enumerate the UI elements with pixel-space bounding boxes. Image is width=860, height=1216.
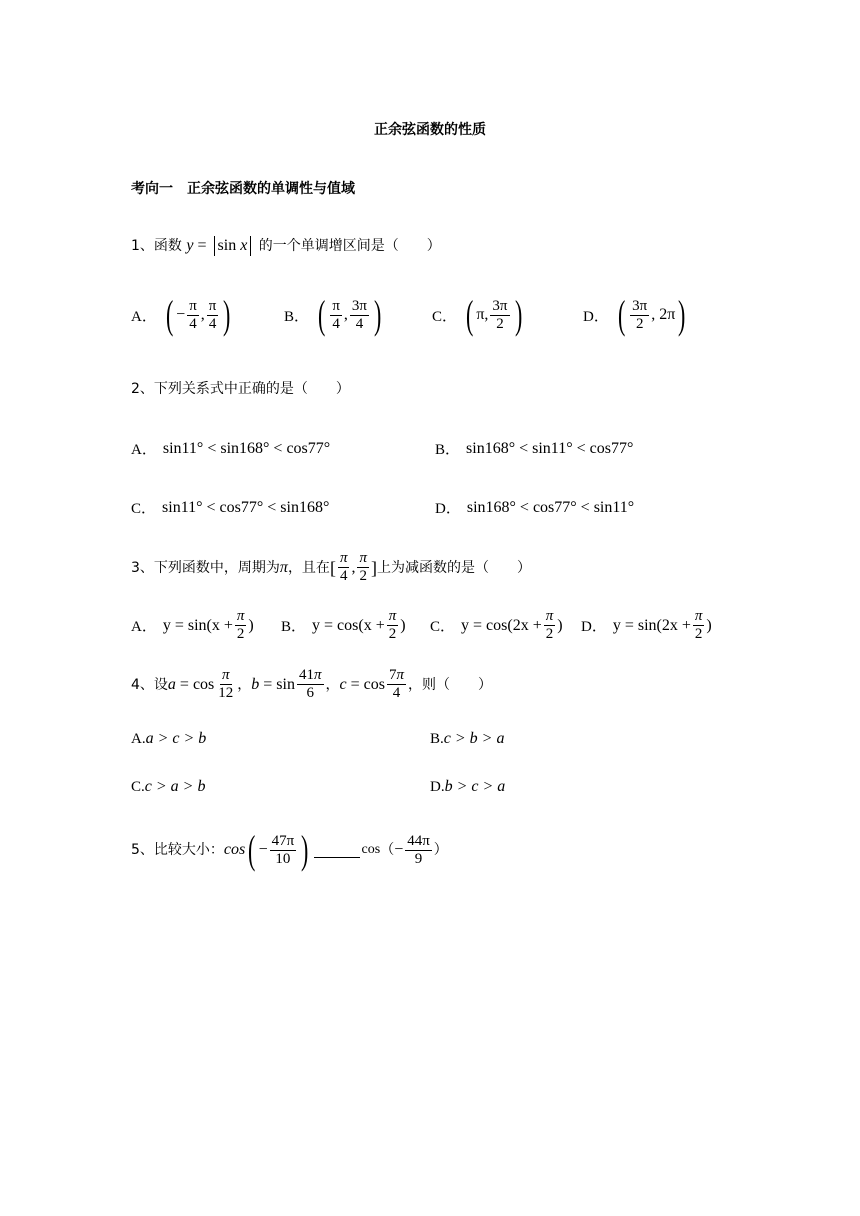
question-3-suffix: 上为减函数的是（ ） [376, 559, 531, 576]
question-1-option-c[interactable]: C． ( π, $\frac{3\pi}{2}$ ) [432, 292, 522, 337]
question-4: 4、设 a = cos $\frac{\pi}{12}$ ， b = sin $\frac{41\pi}{6}$ ， c = cos $\frac{7\pi}{4}$ ，则（ ） [131, 667, 492, 701]
question-3-option-c[interactable]: C． y = cos(2x + $\frac{\pi}{2}$ ) [430, 608, 563, 642]
question-5-prefix: 5、比较大小： [131, 842, 224, 858]
section-text: 正余弦函数的单调性与值域 [187, 181, 355, 197]
question-1-option-b[interactable]: B． ( $\frac{\pi}{4}$ , $\frac{3\pi}{4}$ ) [284, 292, 382, 337]
question-4-suffix: ，则（ ） [407, 676, 492, 693]
question-3-option-d[interactable]: D． y = sin(2x + $\frac{\pi}{2}$ ) [581, 608, 712, 642]
question-2-option-d[interactable]: D． sin168° < cos77° < sin11° [435, 498, 635, 517]
question-4-option-c[interactable]: C. c > a > b [131, 778, 206, 795]
question-4-option-b[interactable]: B. c > b > a [430, 730, 505, 747]
question-3-option-a[interactable]: A． y = sin(x + $\frac{\pi}{2}$ ) [131, 608, 254, 642]
question-4-option-a[interactable]: A. a > c > b [131, 730, 207, 747]
question-1-prefix: 1、函数 [131, 238, 182, 254]
question-1: 1、函数 y = sin x 的一个单调增区间是（ ） [131, 237, 441, 254]
question-2-option-b[interactable]: B． sin168° < sin11° < cos77° [435, 439, 634, 458]
question-1-option-d[interactable]: D． ( $\frac{3\pi}{2}$ , 2π ) [583, 292, 686, 337]
question-4-option-d[interactable]: D. b > c > a [430, 778, 506, 795]
question-2-option-c[interactable]: C． sin11° < cos77° < sin168° [131, 498, 330, 517]
question-1-option-a[interactable]: A． ( − $\frac{\pi}{4}$ , $\frac{\pi}{4}$ ) [131, 292, 231, 337]
question-5: 5、比较大小： cos ( − $\frac{47\pi}{10}$ ) cos （ − $\frac{44\pi}{9}$ ） [131, 827, 448, 872]
question-3-option-b[interactable]: B． y = cos(x + $\frac{\pi}{2}$ ) [281, 608, 406, 642]
math-expr: y [186, 237, 194, 254]
question-1-suffix: 的一个单调增区间是（ ） [258, 238, 441, 254]
question-3-prefix: 3、下列函数中，周期为 [131, 559, 280, 576]
question-2: 2、下列关系式中正确的是（ ） [131, 381, 350, 397]
question-4-prefix: 4、设 [131, 676, 168, 693]
answer-blank[interactable] [314, 843, 360, 858]
question-2-option-a[interactable]: A． sin11° < sin168° < cos77° [131, 439, 331, 458]
question-3: 3、下列函数中，周期为 π ，且在 [ $\frac{\pi}{4}$ , $\frac{\pi}{2}$ ] 上为减函数的是（ ） [131, 550, 531, 584]
section-label: 考向一 [131, 181, 173, 197]
section-heading [131, 178, 355, 198]
question-3-mid: ，且在 [287, 559, 330, 576]
page-title: 正余弦函数的性质 [374, 122, 486, 138]
